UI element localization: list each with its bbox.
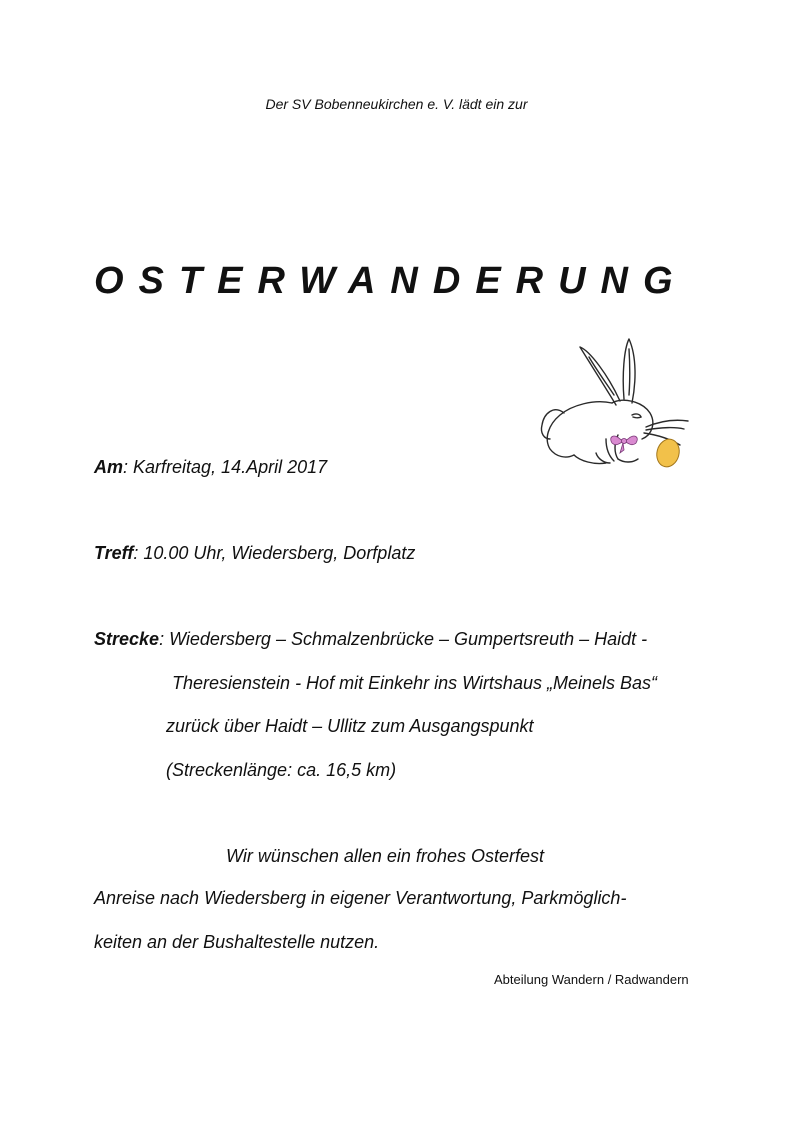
route-line-1 (94, 629, 647, 650)
invitation-intro: Der SV Bobenneukirchen e. V. lädt ein zur (265, 96, 528, 112)
date-label: Am (94, 457, 124, 477)
route-line-3: zurück über Haidt – Ullitz zum Ausgangspunkt (166, 716, 534, 736)
route-length: (Streckenlänge: ca. 16,5 km) (166, 760, 397, 780)
route-line-2: Theresienstein - Hof mit Einkehr ins Wirtshaus „Meinels Bas“ (172, 673, 657, 693)
organizer-signature: Abteilung Wandern / Radwandern (494, 972, 689, 987)
route-value-1: : Wiedersberg – Schmalzenbrücke – Gumpertsreuth – Haidt - (159, 629, 648, 649)
route-label: Strecke (94, 629, 160, 649)
meeting-point-label: Treff (94, 543, 134, 563)
date-line (94, 457, 327, 478)
travel-notice-line-2: keiten an der Bushaltestelle nutzen. (94, 932, 380, 952)
meeting-point-line (94, 543, 415, 564)
easter-greeting: Wir wünschen allen ein frohes Osterfest (226, 846, 544, 866)
date-value: : Karfreitag, 14.April 2017 (123, 457, 328, 477)
easter-bunny-with-egg-icon (534, 335, 690, 473)
event-title: OSTERWANDERUNG (94, 260, 688, 302)
meeting-point-value: : 10.00 Uhr, Wiedersberg, Dorfplatz (133, 543, 416, 563)
travel-notice-line-1: Anreise nach Wiedersberg in eigener Verantwortung, Parkmöglich- (94, 888, 627, 908)
